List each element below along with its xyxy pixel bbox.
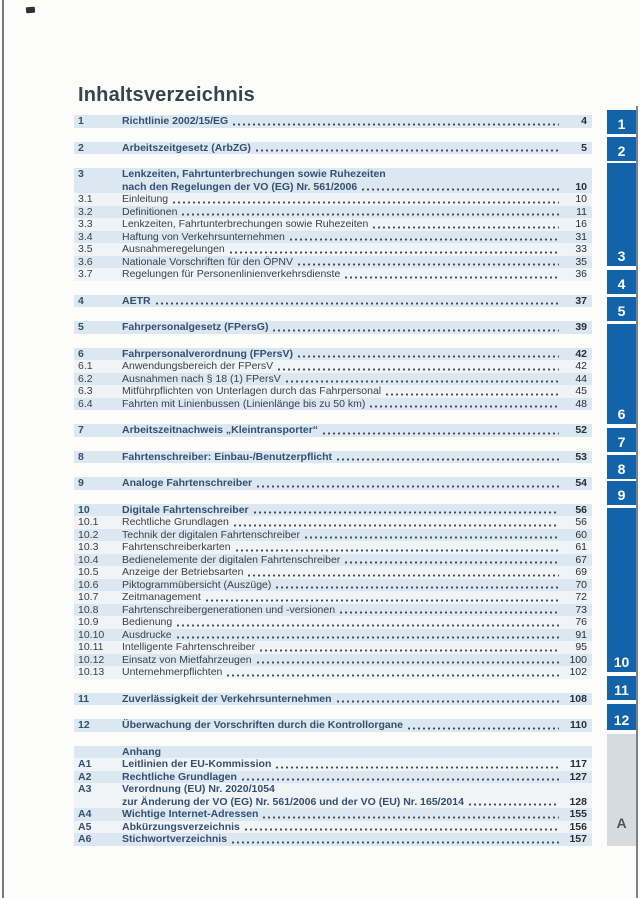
toc-entry-label: Zeitmanagement (122, 591, 201, 603)
page-title: Inhaltsverzeichnis (78, 84, 255, 106)
scan-edge-line-left (2, 0, 4, 898)
dot-leader (323, 432, 559, 435)
dot-leader (177, 636, 559, 639)
toc-row (74, 654, 592, 667)
toc-entry-page-number: 72 (575, 591, 587, 603)
dot-leader (298, 355, 559, 358)
dot-leader (263, 816, 559, 819)
toc-entry-page-number: 91 (575, 628, 587, 641)
toc-entry-page-number: 61 (575, 541, 587, 553)
toc-entry-label: zur Änderung der VO (EG) Nr. 561/2006 und der VO (EU) Nr. 165/2014 (122, 795, 464, 808)
toc-section (74, 424, 592, 437)
dot-leader (408, 727, 559, 730)
bleed-tab-4 (607, 270, 636, 294)
toc-entry-number: A2 (78, 770, 92, 783)
toc-entry-page-number: 35 (575, 255, 587, 268)
toc-row (74, 424, 592, 437)
toc-entry-page-number: 156 (569, 820, 587, 833)
dot-leader (298, 263, 559, 266)
dot-leader (173, 201, 559, 204)
toc-entry-number: 10.2 (78, 528, 99, 541)
dot-leader (305, 536, 559, 539)
dot-leader (345, 276, 559, 279)
dot-leader (256, 149, 559, 152)
dot-leader (345, 561, 559, 564)
toc-entry-label: Lenkzeiten, Fahrtunterbrechungen sowie Ruhezeiten (122, 218, 369, 230)
toc-entry-label: Unternehmerpflichten (122, 666, 223, 678)
toc-row (74, 348, 592, 361)
bleed-tab-12 (607, 704, 636, 730)
toc-entry-number: A4 (78, 808, 92, 820)
toc-entry-page-number: 67 (575, 553, 587, 566)
toc-row (74, 193, 592, 206)
toc-section (74, 693, 592, 706)
toc-row (74, 504, 592, 517)
dot-leader (386, 393, 559, 396)
toc-row (74, 398, 592, 411)
dot-leader (257, 485, 559, 488)
toc-entry-page-number: 60 (575, 528, 587, 541)
toc-entry-label: Rechtliche Grundlagen (122, 516, 229, 528)
dot-leader (177, 624, 559, 627)
toc-row (74, 142, 592, 155)
toc-entry-label: Lenkzeiten, Fahrtunterbrechungen sowie Ruhezeiten (122, 168, 386, 180)
toc-entry-page-number: 31 (575, 230, 587, 243)
toc-section (74, 477, 592, 490)
toc-entry-label: Fahrpersonalverordnung (FPersV) (122, 347, 293, 360)
toc-entry-number: 10.11 (78, 641, 104, 653)
toc-section (74, 295, 592, 308)
toc-row (74, 373, 592, 386)
toc-entry-page-number: 33 (575, 243, 587, 255)
toc-entry-page-number: 54 (575, 477, 587, 489)
toc-entry-label: Arbeitszeitnachweis „Kleintransporter“ (122, 424, 319, 436)
toc-entry-label: Überwachung der Vorschriften durch die Kontrollorgane (122, 719, 404, 731)
toc-entry-label: Fahrtenschreibergenerationen und -versionen (122, 603, 336, 616)
toc-entry-number: 3.4 (78, 230, 93, 243)
toc-entry-number: 3.5 (78, 243, 93, 255)
dot-leader (373, 226, 559, 229)
toc-entry-page-number: 157 (569, 833, 587, 845)
bleed-tab-label: 4 (617, 276, 626, 292)
toc-entry-label: Richtlinie 2002/15/EG (122, 115, 229, 127)
toc-row (74, 604, 592, 617)
toc-entry-label: Piktogrammübersicht (Auszüge) (122, 578, 272, 591)
toc-entry-label: Haftung von Verkehrsunternehmen (122, 230, 285, 243)
toc-entry-number: 10.3 (78, 541, 99, 553)
scan-artifact-blob (26, 7, 35, 14)
toc-entry-page-number: 10 (575, 193, 587, 205)
toc-row (74, 206, 592, 219)
toc-entry-page-number: 100 (569, 653, 587, 666)
toc-entry-number: 6 (78, 347, 84, 360)
dot-leader (206, 599, 559, 602)
toc-entry-page-number: 42 (575, 360, 587, 372)
toc-entry-page-number: 128 (569, 795, 587, 808)
dot-leader (273, 329, 559, 332)
bleed-tab-8 (607, 455, 636, 479)
dot-leader (236, 549, 559, 552)
toc-entry-label: Ausnahmen nach § 18 (1) FPersV (122, 372, 281, 385)
dot-leader (245, 828, 559, 831)
toc-entry-page-number: 37 (575, 294, 587, 307)
toc-entry-number: 10.1 (78, 516, 99, 528)
dot-leader (233, 123, 559, 126)
toc-entry-label: Ausdrucke (122, 628, 172, 641)
bleed-tab-label: 3 (617, 248, 626, 264)
dot-leader (257, 661, 559, 664)
toc-entry-number: 7 (78, 424, 84, 436)
toc-entry-number: A1 (78, 758, 92, 770)
toc-entry-page-number: 70 (575, 578, 587, 591)
toc-row (74, 256, 592, 269)
toc-entry-number: 4 (78, 294, 84, 307)
bleed-tab-6 (607, 324, 636, 424)
dot-leader (469, 803, 559, 806)
toc-entry-page-number: 95 (575, 641, 587, 653)
toc-entry-label: Regelungen für Personenlinienverkehrsdienste (122, 268, 341, 280)
toc-entry-label: Zuverlässigkeit der Verkehrsunternehmen (122, 692, 332, 705)
toc-entry-page-number: 45 (575, 385, 587, 397)
toc-entry-page-number: 10 (575, 180, 587, 193)
toc-entry-label: Einsatz von Mietfahrzeugen (122, 653, 252, 666)
bleed-tab-2 (607, 137, 636, 161)
toc-row (74, 295, 592, 308)
bleed-tab-1 (607, 110, 636, 134)
toc-row (74, 451, 592, 464)
toc-entry-number: 6.2 (78, 372, 93, 385)
dot-leader (232, 841, 559, 844)
bleed-tab-label: 8 (617, 461, 626, 477)
toc-entry-page-number: 4 (581, 115, 587, 127)
bleed-tab-7 (607, 428, 636, 452)
toc-entry-page-number: 155 (569, 808, 587, 820)
toc-entry-label: Definitionen (122, 205, 178, 218)
toc-entry-number: 10.10 (78, 628, 105, 641)
bleed-tab-a (607, 734, 636, 846)
toc-row (74, 666, 592, 679)
toc-row (74, 321, 592, 334)
toc-entry-label: Technik der digitalen Fahrtenschreiber (122, 528, 301, 541)
toc-row (74, 360, 592, 373)
toc-entry-number: A6 (78, 833, 92, 845)
dot-leader (276, 586, 559, 589)
toc-entry-page-number: 52 (575, 424, 587, 436)
toc-entry-page-number: 108 (569, 692, 587, 705)
dot-leader (276, 766, 559, 769)
toc-entry-number: 1 (78, 115, 84, 127)
bleed-tab-label: 5 (617, 303, 626, 319)
bleed-tab-5 (607, 297, 636, 321)
toc-entry-page-number: 127 (569, 770, 587, 783)
toc-entry-label: Einleitung (122, 193, 169, 205)
toc-row (74, 231, 592, 244)
toc-section (74, 115, 592, 128)
toc-entry-label: Anzeige der Betriebsarten (122, 566, 244, 578)
toc-entry-page-number: 73 (575, 603, 587, 616)
toc-entry-number: 3.3 (78, 218, 93, 230)
bleed-tab-10 (607, 508, 636, 672)
toc-entry-number: 10.8 (78, 603, 99, 616)
toc-row (74, 477, 592, 490)
toc-entry-number: 10.6 (78, 578, 99, 591)
toc-entry-number: A3 (78, 783, 92, 795)
toc-section (74, 451, 592, 464)
toc-row (74, 243, 592, 256)
toc-entry-number: 11 (78, 692, 90, 705)
toc-entry-page-number: 76 (575, 616, 587, 628)
dot-leader (290, 238, 559, 241)
toc-entry-number: 10.4 (78, 553, 99, 566)
toc-row (74, 385, 592, 398)
toc-entry-label: Fahrten mit Linienbussen (Linienlänge bis zu 50 km) (122, 397, 366, 410)
toc-entry-label: Analoge Fahrtenschreiber (122, 477, 253, 489)
toc-row (74, 693, 592, 706)
toc-entry-label: Stichwortverzeichnis (122, 833, 228, 845)
toc-entry-page-number: 36 (575, 268, 587, 280)
bleed-tab-label: 6 (617, 406, 626, 422)
toc-row (74, 168, 592, 193)
dot-leader (248, 574, 559, 577)
toc-row (74, 641, 592, 654)
toc-entry-number: 3.2 (78, 205, 93, 218)
toc-entry-page-number: 53 (575, 450, 587, 463)
toc-entry-label: Verordnung (EU) Nr. 2020/1054 (122, 783, 275, 795)
toc-entry-number: 10 (78, 503, 90, 516)
toc-entry-number: 10.12 (78, 653, 105, 666)
toc-entry-number: 8 (78, 450, 84, 463)
dot-leader (254, 511, 559, 514)
toc-row (74, 554, 592, 567)
toc-row (74, 808, 592, 821)
toc-row (74, 616, 592, 629)
toc-entry-number: 10.9 (78, 616, 99, 628)
toc-entry-number: 10.7 (78, 591, 99, 603)
bleed-tab-label: 7 (617, 434, 626, 450)
toc-entry-label: Anhang (122, 745, 162, 758)
toc-section (74, 168, 592, 281)
toc-section (74, 142, 592, 155)
toc-row (74, 541, 592, 554)
toc-entry-page-number: 110 (570, 719, 587, 731)
toc-entry-page-number: 44 (575, 372, 587, 385)
toc-entry-label: Fahrtenschreiberkarten (122, 541, 231, 553)
dot-leader (337, 458, 559, 461)
bleed-tab-label: 9 (617, 487, 626, 503)
toc-entry-label: nach den Regelungen der VO (EG) Nr. 561/2006 (122, 180, 358, 193)
toc-row (74, 629, 592, 642)
dot-leader (337, 700, 559, 703)
dot-leader (340, 611, 559, 614)
toc-entry-number: 10.5 (78, 566, 99, 578)
toc-row (74, 529, 592, 542)
toc-entry-label: Leitlinien der EU-Kommission (122, 758, 272, 770)
toc-entry-number: 3 (78, 168, 84, 180)
toc-entry-number: 12 (78, 719, 90, 731)
dot-leader (182, 213, 559, 216)
dot-leader (362, 188, 559, 191)
dot-leader (156, 302, 559, 305)
toc-entry-page-number: 39 (575, 321, 587, 333)
dot-leader (227, 674, 559, 677)
bleed-tab-label: 12 (613, 712, 630, 728)
toc-entry-number: 3.1 (78, 193, 93, 205)
toc-entry-number: 6.1 (78, 360, 93, 372)
toc-section (74, 348, 592, 411)
dot-leader (242, 778, 559, 781)
toc-entry-page-number: 11 (576, 205, 587, 218)
toc-entry-label: Anwendungsbereich der FPersV (122, 360, 274, 372)
toc-row (74, 719, 592, 732)
bleed-tab-label: 1 (617, 116, 626, 132)
toc-entry-number: 3.7 (78, 268, 93, 280)
dot-leader (234, 524, 559, 527)
bleed-tab-11 (607, 676, 636, 700)
toc-entry-label: Arbeitszeitgesetz (ArbZG) (122, 141, 251, 154)
toc-entry-label: AETR (122, 294, 151, 307)
toc-entry-label: Ausnahmeregelungen (122, 243, 225, 255)
toc-entry-page-number: 117 (570, 758, 587, 770)
toc-entry-number: 6.3 (78, 385, 93, 397)
dot-leader (230, 251, 559, 254)
table-of-contents (74, 115, 592, 846)
bleed-tab-label: 11 (614, 682, 629, 698)
toc-entry-label: Bedienelemente der digitalen Fahrtenschreiber (122, 553, 341, 566)
toc-row (74, 833, 592, 846)
toc-entry-page-number: 16 (575, 218, 587, 230)
toc-entry-page-number: 56 (575, 503, 587, 516)
toc-entry-label: Mitführpflichten von Unterlagen durch das Fahrpersonal (122, 385, 382, 397)
toc-row (74, 746, 592, 759)
toc-entry-page-number: 5 (581, 141, 587, 154)
toc-section (74, 504, 592, 679)
toc-entry-page-number: 48 (575, 397, 587, 410)
toc-entry-label: Nationale Vorschriften für den ÖPNV (122, 255, 294, 268)
toc-entry-number: 9 (78, 477, 84, 489)
toc-entry-label: Intelligente Fahrtenschreiber (122, 641, 256, 653)
toc-entry-number: 6.4 (78, 397, 93, 410)
dot-leader (286, 380, 559, 383)
toc-row (74, 591, 592, 604)
toc-entry-label: Fahrtenschreiber: Einbau-/Benutzerpflicht (122, 450, 333, 463)
toc-entry-label: Wichtige Internet-Adressen (122, 808, 259, 820)
toc-entry-label: Rechtliche Grundlagen (122, 770, 237, 783)
toc-entry-number: 5 (78, 321, 84, 333)
toc-entry-label: Bedienung (122, 616, 173, 628)
bleed-tab-label: 2 (617, 143, 626, 159)
toc-entry-page-number: 69 (575, 566, 587, 578)
toc-entry-number: 10.13 (78, 666, 105, 678)
toc-row (74, 821, 592, 834)
toc-row (74, 516, 592, 529)
toc-section (74, 746, 592, 846)
toc-entry-label: Digitale Fahrtenschreiber (122, 503, 249, 516)
toc-row (74, 579, 592, 592)
bleed-tab-label: 10 (613, 654, 630, 670)
dot-leader (370, 405, 559, 408)
bleed-tab-9 (607, 481, 636, 505)
toc-entry-page-number: 102 (569, 666, 587, 678)
toc-entry-number: 2 (78, 141, 84, 154)
bleed-tab-label: A (616, 815, 627, 831)
toc-row (74, 758, 592, 771)
toc-row (74, 566, 592, 579)
scan-edge-line-right (636, 106, 638, 898)
toc-row (74, 268, 592, 281)
dot-leader (278, 368, 559, 371)
toc-section (74, 719, 592, 732)
toc-entry-page-number: 42 (575, 347, 587, 360)
toc-row (74, 771, 592, 784)
toc-entry-label: Fahrpersonalgesetz (FPersG) (122, 321, 269, 333)
toc-row (74, 115, 592, 128)
toc-section (74, 321, 592, 334)
toc-row (74, 218, 592, 231)
toc-row (74, 783, 592, 808)
dot-leader (260, 649, 559, 652)
toc-entry-number: A5 (78, 820, 92, 833)
toc-entry-label: Abkürzungsverzeichnis (122, 820, 240, 833)
bleed-tab-3 (607, 163, 636, 266)
toc-entry-page-number: 56 (575, 516, 587, 528)
toc-entry-number: 3.6 (78, 255, 93, 268)
